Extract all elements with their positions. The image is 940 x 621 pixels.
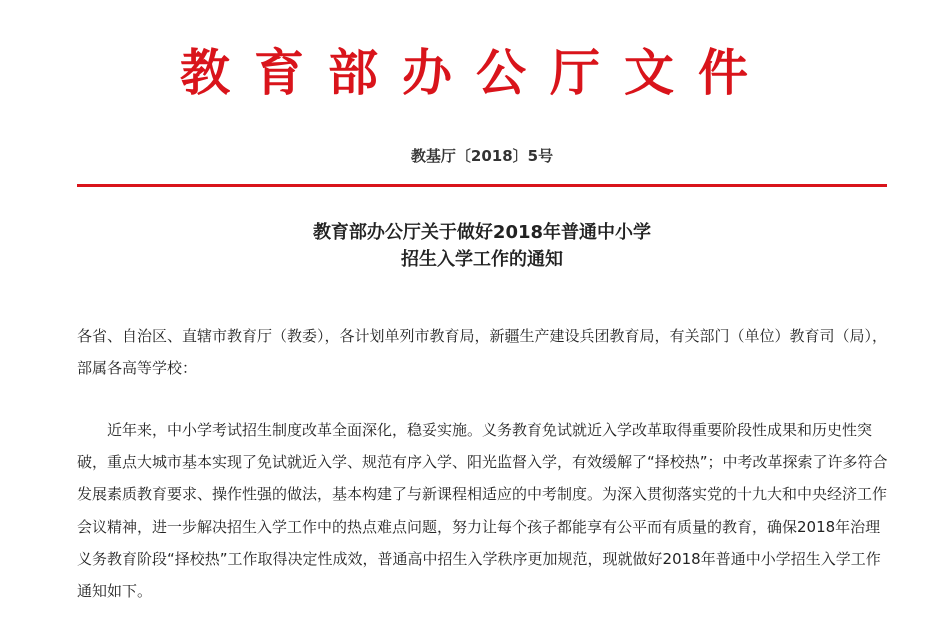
document-title	[0, 219, 940, 273]
document-title-line2: 招生入学工作的通知	[401, 249, 563, 270]
red-divider	[77, 184, 887, 187]
document-number: 教基厅〔2018〕5号	[410, 147, 554, 165]
issuer-header: 教育部办公厅文件	[180, 43, 772, 102]
salutation: 各省、自治区、直辖市教育厅（教委），各计划单列市教育局，新疆生产建设兵团教育局，有关部门（单位）教育司（局），部属各高等学校：	[77, 327, 888, 377]
body-paragraph: 近年来，中小学考试招生制度改革全面深化，稳妥实施。义务教育免试就近入学改革取得重要阶段性成果和历史性突破，重点大城市基本实现了免试就近入学、规范有序入学、阳光监督入学，有效缓解了“择校热”；中考改革探索了许多符合发展素质教育要求、操作性强的做法，基本构建了与新课程相适应的中考制度。为深入贯彻落实党的十九大和中央经济工作会议精神，进一步解决招生入学工作中的热点难点问题，努力让每个孩子都能享有公平而有质量的教育，确保2018年治理义务教育阶段“择校热”工作取得决定性成效，普通高中招生入学秩序更加规范，现就做好2018年普通中小学招生入学工作通知如下。	[77, 421, 888, 601]
document-title-line1: 教育部办公厅关于做好2018年普通中小学	[312, 222, 652, 243]
